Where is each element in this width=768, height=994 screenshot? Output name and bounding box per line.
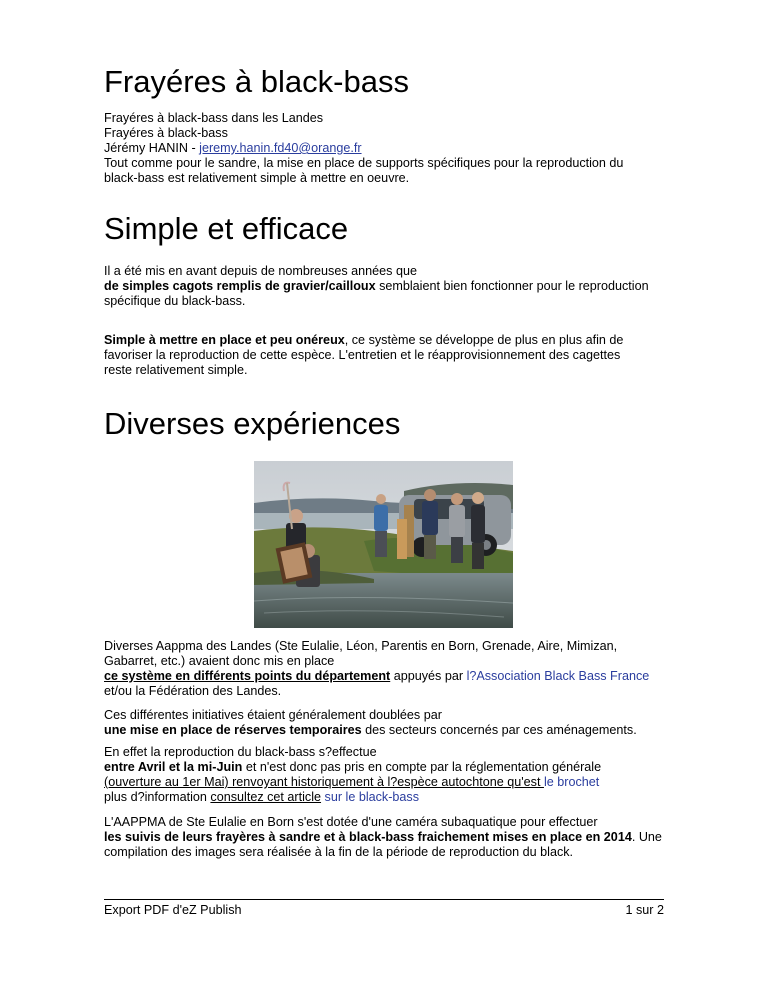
author-name: Jérémy HANIN - [104,141,200,155]
section-heading: Diverses expériences [104,406,401,441]
intro-line: Frayéres à black-bass [104,126,228,140]
text-line [104,333,674,348]
association-link[interactable]: l?Association Black Bass France [466,669,650,683]
bold-text: de simples cagots remplis de gravier/cailloux [104,279,376,293]
text-line: compilation des images sera réalisée à la fin de la période de reproduction du black. [104,845,574,859]
text-span: des secteurs concernés par ces aménagements. [361,723,637,737]
fishing-photo [254,461,513,628]
text-line [104,723,674,738]
bold-text: une mise en place de réserves temporaires [104,723,362,737]
text-line: Il a été mis en avant depuis de nombreuses années que [104,264,417,278]
section2-paragraph [104,708,674,738]
black-bass-link[interactable]: sur le black-bass [321,790,420,804]
footer-page-number: 1 sur 2 [625,903,664,917]
text-line: reste relativement simple. [104,363,248,377]
section2-paragraph [104,639,674,699]
text-line: favoriser la reproduction de cette espèce. L'entretien et le réapprovisionnement des cagettes [104,348,621,362]
text-line: Gabarret, etc.) avaient donc mis en place [104,654,335,668]
author-line [104,141,674,156]
section2-paragraph [104,745,674,805]
text-line [104,775,674,790]
section1-paragraph [104,264,674,309]
section2-paragraph [104,815,674,860]
footer-left: Export PDF d'eZ Publish [104,903,242,917]
text-span: semblaient bien fonctionner pour le reproduction [375,279,649,293]
page-title: Frayéres à black-bass [104,64,409,99]
document-page [104,0,664,994]
section-heading: Simple et efficace [104,211,349,246]
text-line [104,760,674,775]
text-line: En effet la reproduction du black-bass s?effectue [104,745,377,759]
text-line: L'AAPPMA de Ste Eulalie en Born s'est dotée d'une caméra subaquatique pour effectuer [104,815,598,829]
intro-paragraph: Tout comme pour le sandre, la mise en place de supports spécifiques pour la reproduction du [104,156,624,170]
text-span: plus d?information [104,790,211,804]
text-span: , ce système se développe de plus en plus afin de [344,333,624,347]
text-line: Ces différentes initiatives étaient généralement doublées par [104,708,442,722]
text-span: et n'est donc pas pris en compte par la réglementation générale [242,760,602,774]
bold-text: Simple à mettre en place et peu onéreux [104,333,345,347]
article-link[interactable]: consultez cet article [210,790,322,804]
text-line [104,669,674,684]
author-email-link[interactable]: jeremy.hanin.fd40@orange.fr [199,141,362,155]
intro-paragraph: black-bass est relativement simple à mettre en oeuvre. [104,171,410,185]
brochet-link[interactable]: le brochet [543,775,600,789]
text-span: appuyés par [390,669,467,683]
text-line [104,830,674,845]
photo-illustration [254,461,513,628]
text-line: Diverses Aappma des Landes (Ste Eulalie, Léon, Parentis en Born, Grenade, Aire, Mimizan, [104,639,618,653]
text-line: et/ou la Fédération des Landes. [104,684,282,698]
bold-text: entre Avril et la mi-Juin [104,760,243,774]
text-line [104,790,674,805]
footer-divider [104,899,664,900]
text-line: spécifique du black-bass. [104,294,246,308]
bold-text: les suivis de leurs frayères à sandre et à black-bass fraichement mises en place en 2014 [104,830,632,844]
bold-text: ce système en différents points du département [104,669,391,683]
intro-line: Frayéres à black-bass dans les Landes [104,111,324,125]
text-span: . Une [631,830,662,844]
section1-paragraph [104,333,674,378]
text-span: (ouverture au 1er Mai) renvoyant historiquement à l?espèce autochtone qu'est [104,775,544,789]
intro-block [104,111,674,186]
text-line [104,279,674,294]
